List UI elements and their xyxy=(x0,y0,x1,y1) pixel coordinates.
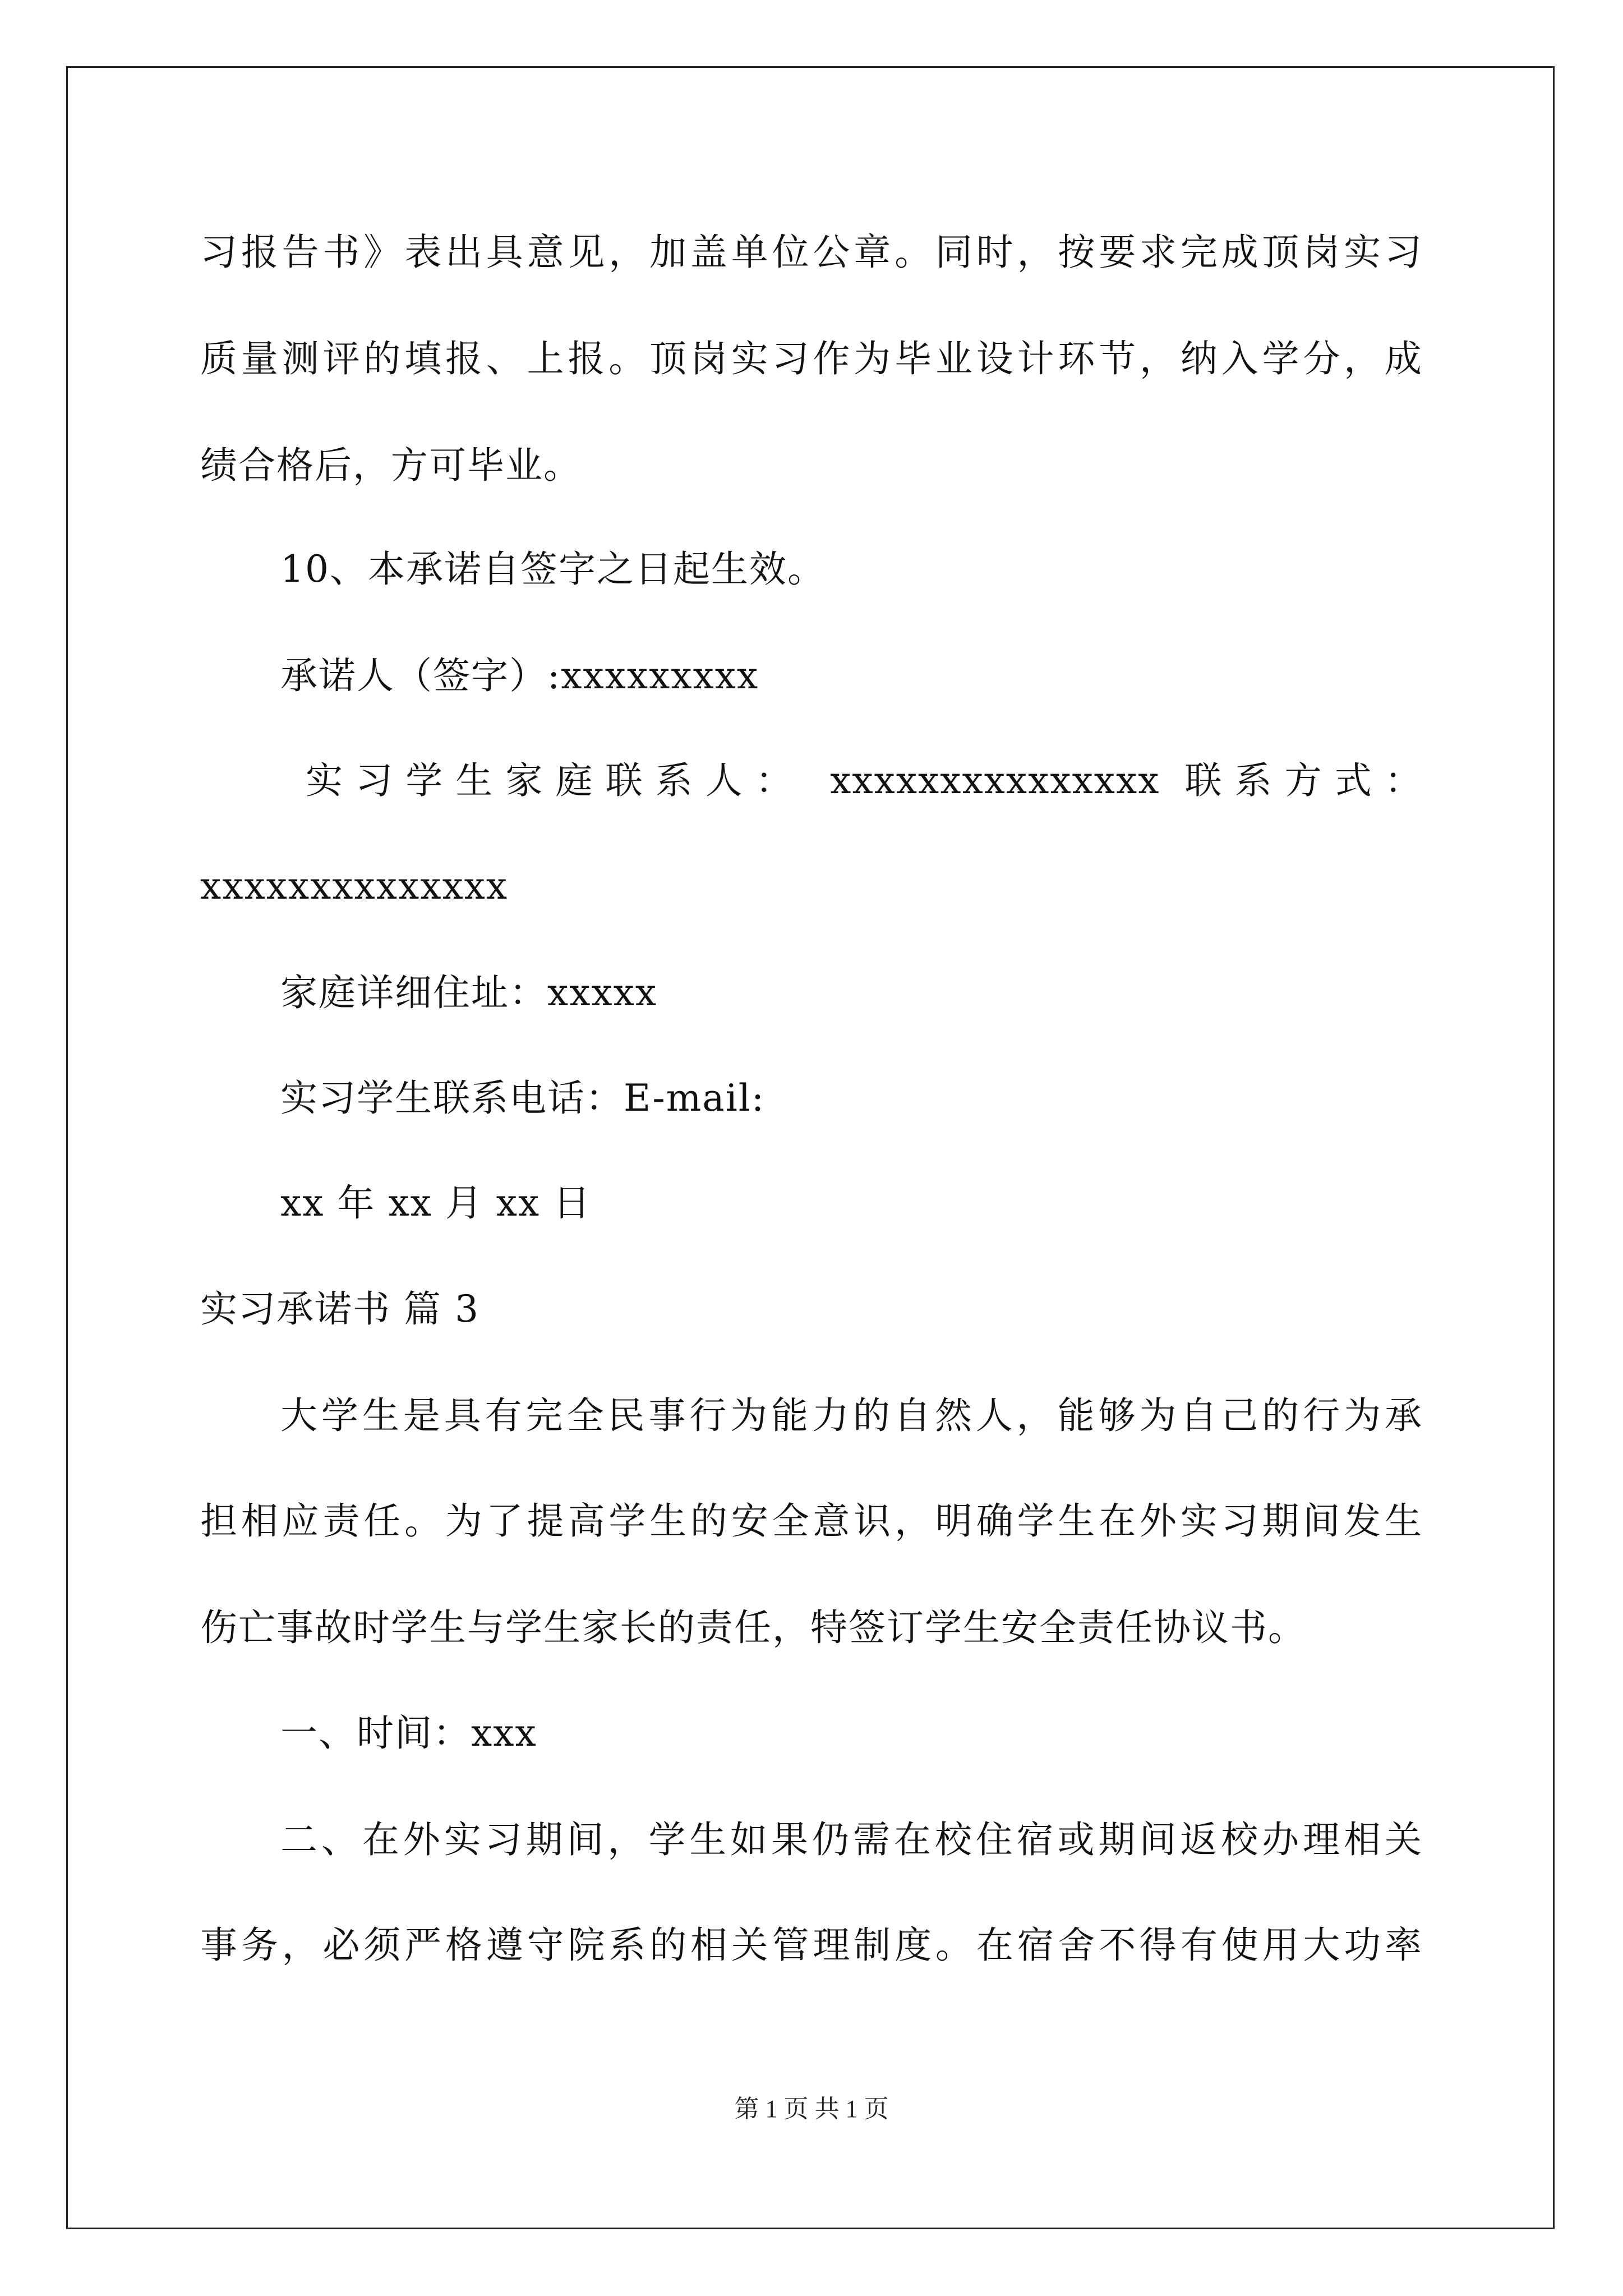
date-line: xx 年 xx 月 xx 日 xyxy=(280,1181,592,1225)
signer-line: 承诺人（签字）:xxxxxxxxx xyxy=(280,654,759,697)
section-heading: 实习承诺书 篇 3 xyxy=(200,1287,479,1331)
student-phone-line: 实习学生联系电话：E-mail: xyxy=(280,1076,766,1120)
home-address-line: 家庭详细住址：xxxxx xyxy=(280,971,658,1014)
body-line-2: 质量测评的填报、上报。顶岗实习作为毕业设计环节，纳入学分，成 xyxy=(200,337,1423,380)
item-two-line-1: 二、在外实习期间，学生如果仍需在校住宿或期间返校办理相关 xyxy=(280,1818,1423,1861)
clause-10: 10、本承诺自签字之日起生效。 xyxy=(280,547,826,591)
body-line-1: 习报告书》表出具意见，加盖单位公章。同时，按要求完成顶岗实习 xyxy=(200,231,1423,274)
item-two-line-2: 事务，必须严格遵守院系的相关管理制度。在宿舍不得有使用大功率 xyxy=(200,1924,1423,1967)
family-contact-line: 实习学生家庭联系人： xxxxxxxxxxxxxxx 联系方式： xyxy=(306,759,1423,802)
page-footer: 第 1 页 共 1 页 xyxy=(734,2095,889,2123)
para-line-1: 大学生是具有完全民事行为能力的自然人，能够为自己的行为承 xyxy=(280,1394,1423,1437)
contact-number-line: xxxxxxxxxxxxxx xyxy=(200,864,509,908)
para-line-2: 担相应责任。为了提高学生的安全意识，明确学生在外实习期间发生 xyxy=(200,1499,1423,1543)
page-border xyxy=(66,66,1555,2229)
body-line-3: 绩合格后，方可毕业。 xyxy=(200,444,582,487)
item-one-line: 一、时间：xxx xyxy=(280,1711,537,1755)
para-line-3: 伤亡事故时学生与学生家长的责任，特签订学生安全责任协议书。 xyxy=(200,1606,1306,1649)
